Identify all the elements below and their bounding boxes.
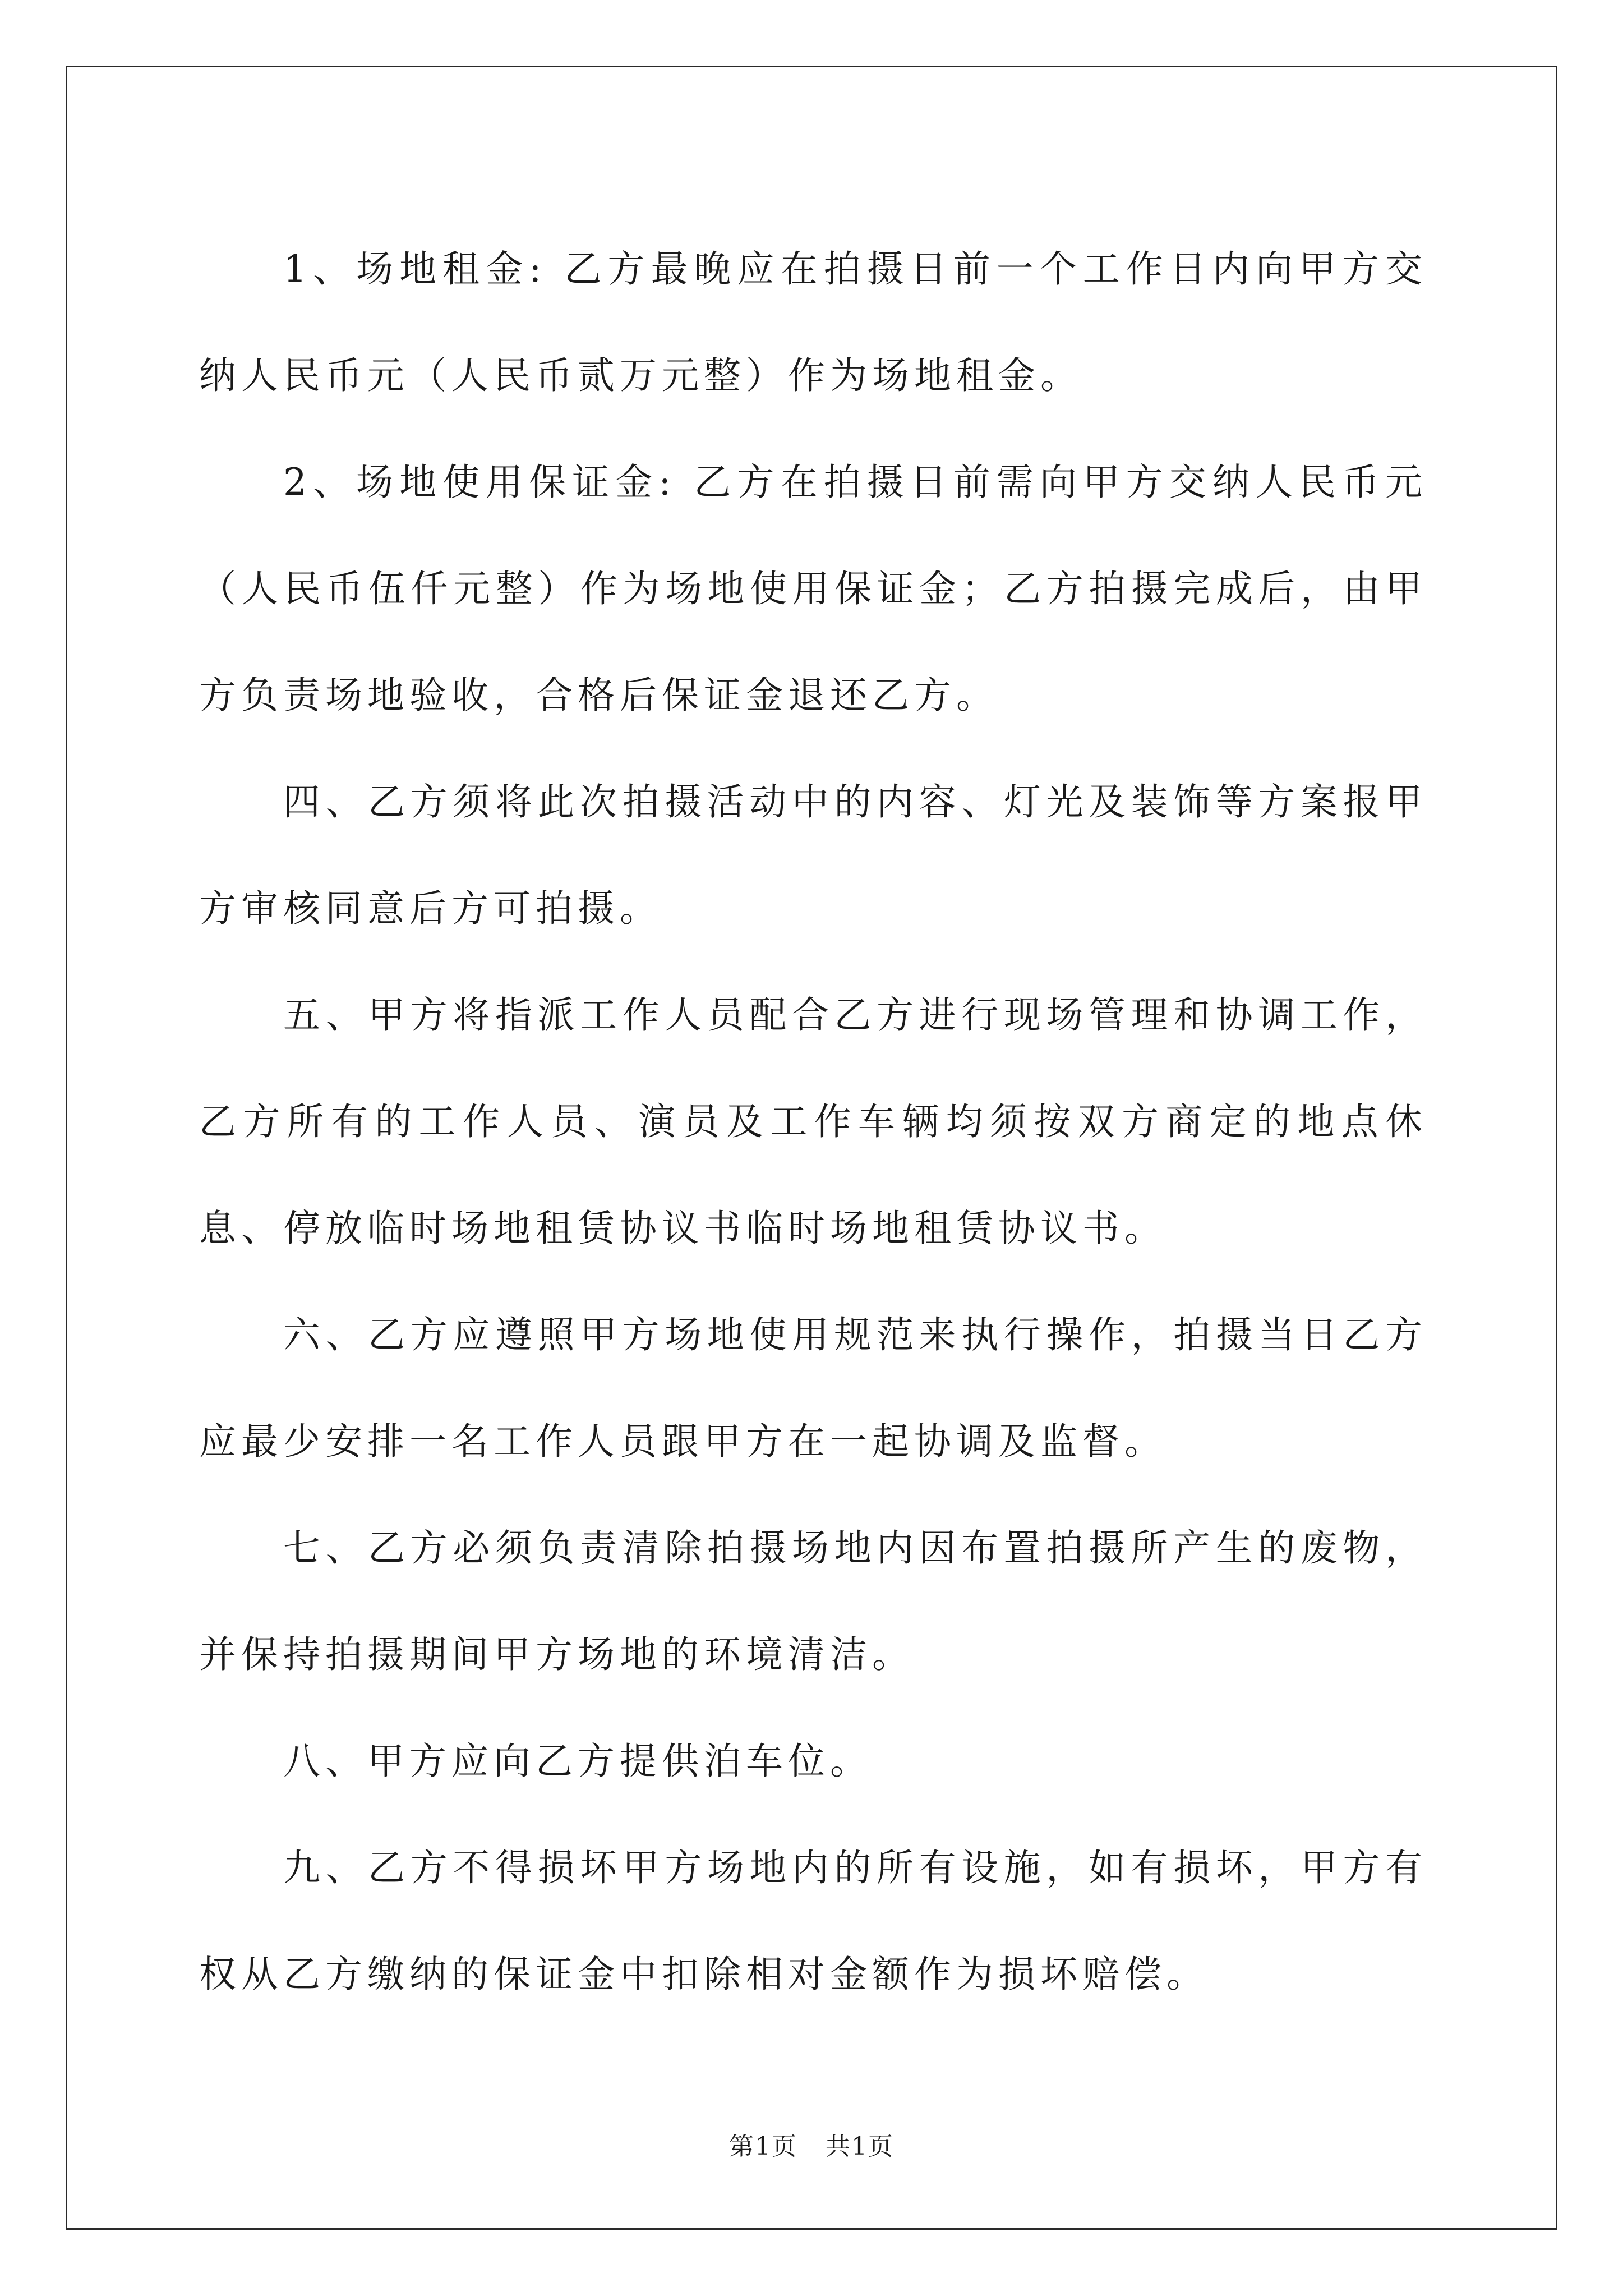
paragraph-clause-5: 五、甲方将指派工作人员配合乙方进行现场管理和协调工作，乙方所有的工作人员、演员及工作车辆均须按双方商定的地点休息、停放临时场地租赁协议书临时场地租赁协议书。 (199, 993, 1427, 1250)
page-number: 第1页 (729, 2132, 797, 2161)
document-body (199, 216, 1427, 2028)
paragraph-deposit: 2、场地使用保证金: 乙方在拍摄日前需向甲方交纳人民币元（人民币伍仟元整）作为场地使用保证金；乙方拍摄完成后，由甲方负责场地验收，合格后保证金退还乙方。 (199, 461, 1427, 717)
page-footer (0, 2126, 1623, 2162)
paragraph-clause-7: 七、乙方必须负责清除拍摄场地内因布置拍摄所产生的废物，并保持拍摄期间甲方场地的环境清洁。 (199, 1526, 1427, 1676)
paragraph-clause-4: 四、乙方须将此次拍摄活动中的内容、灯光及装饰等方案报甲方审核同意后方可拍摄。 (199, 780, 1427, 930)
paragraph-rent: 1、场地租金: 乙方最晚应在拍摄日前一个工作日内向甲方交纳人民币元（人民币贰万元整）作为场地租金。 (199, 247, 1427, 397)
paragraph-clause-8: 八、甲方应向乙方提供泊车位。 (283, 1740, 872, 1783)
page-total: 共1页 (826, 2132, 894, 2161)
paragraph-clause-6: 六、乙方应遵照甲方场地使用规范来执行操作，拍摄当日乙方应最少安排一名工作人员跟甲方在一起协调及监督。 (199, 1313, 1427, 1463)
paragraph-clause-9: 九、乙方不得损坏甲方场地内的所有设施，如有损坏，甲方有权从乙方缴纳的保证金中扣除相对金额作为损坏赔偿。 (199, 1846, 1427, 1996)
